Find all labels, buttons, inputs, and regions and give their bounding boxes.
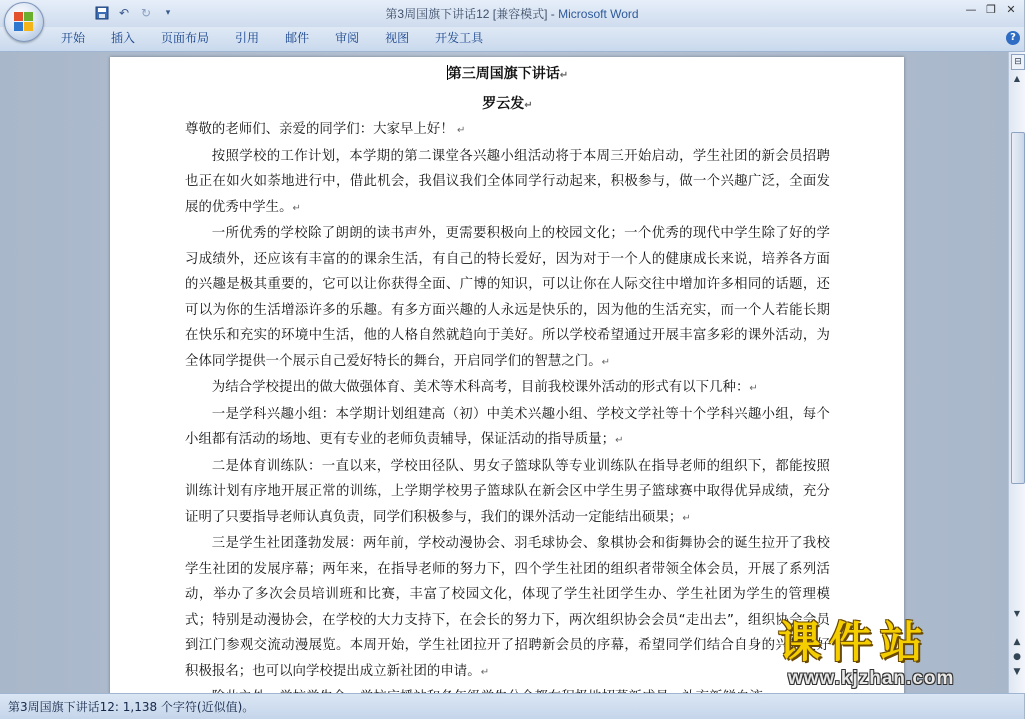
doc-author: 罗云发↵	[482, 96, 533, 112]
window-controls	[962, 2, 1020, 18]
tab-mailings[interactable]: 邮件	[285, 31, 310, 45]
tab-developer[interactable]: 开发工具	[435, 31, 484, 45]
redo-icon[interactable]: ↻	[140, 6, 152, 20]
previous-page-icon[interactable]: ▲	[1013, 637, 1021, 647]
window-title	[0, 5, 1024, 22]
status-word-count[interactable]: 第3周国旗下讲话12: 1,138 个字符(近似值)。	[8, 700, 255, 714]
vertical-scrollbar[interactable]	[1008, 52, 1025, 693]
title-bar	[0, 0, 1024, 28]
minimize-icon[interactable]: —	[965, 3, 977, 16]
document-name: 第3周国旗下讲话12 [兼容模式] -	[385, 7, 559, 21]
paragraph: 三是学生社团蓬勃发展：两年前，学校动漫协会、羽毛球协会、象棋协会和街舞协会的诞生拉开了我校学生社团的发展序幕；两年来，在指导老师的努力下，四个学生社团的组织者带领全体会员，开展了系列活动，举办了多次会员培训班和比赛，丰富了校园文化，体现了学生社团学生办、学生社团为学生的管理模式；特别是动漫协会，在学校的大力支持下，在会长的努力下，两次组织协会会员“走出去”，组织协会会员到江门参观交流动漫展览。本周开始，学生社团拉开了招聘新会员的序幕，希望同学们结合自身的兴趣爱好积极报名；也可以向学校提出成立新社团的申请。↵	[185, 536, 830, 679]
document-workspace	[0, 52, 1008, 693]
paragraph: 尊敬的老师们、亲爱的同学们：大家早上好！ ↵	[185, 122, 466, 137]
office-button[interactable]	[4, 2, 44, 42]
close-icon[interactable]: ✕	[1006, 3, 1016, 16]
app-name: Microsoft Word	[558, 7, 639, 21]
tab-page-layout[interactable]: 页面布局	[161, 31, 210, 45]
help-icon[interactable]: ?	[1006, 31, 1020, 45]
document-content[interactable]	[185, 61, 830, 711]
undo-icon[interactable]: ↶	[118, 6, 130, 20]
doc-title: 第三周国旗下讲话↵	[447, 66, 569, 82]
watermark-main-text: 课件站	[778, 618, 931, 668]
paragraph: 按照学校的工作计划，本学期的第二课堂各兴趣小组活动将于本周三开始启动，学生社团的新会员招聘也正在如火如荼地进行中，借此机会，我倡议我们全体同学行动起来，积极参与，做一个兴趣广泛，全面发展的优秀中学生。↵	[185, 148, 830, 215]
tab-review[interactable]: 审阅	[335, 31, 360, 45]
watermark-url: www.kjzhan.com	[788, 668, 955, 689]
tab-home[interactable]: 开始	[61, 31, 86, 45]
ribbon	[0, 27, 1024, 52]
paragraph: 二是体育训练队：一直以来，学校田径队、男女子篮球队等专业训练队在指导老师的组织下，都能按照训练计划有序地开展正常的训练，上学期学校男子篮球队在新会区中学生男子篮球赛中取得优异成绩，充分证明了只要指导老师认真负责，同学们积极参与，我们的课外活动一定能结出硕果；↵	[185, 458, 830, 525]
tab-insert[interactable]: 插入	[111, 31, 136, 45]
customize-icon[interactable]: ▾	[165, 8, 171, 18]
watermark-logo	[768, 618, 1018, 690]
view-ruler-icon[interactable]: ⊟	[1011, 54, 1025, 70]
paragraph: 一是学科兴趣小组：本学期计划组建高（初）中美术兴趣小组、学校文学社等十个学科兴趣小组，每个小组都有活动的场地、更有专业的老师负责辅导，保证活动的指导质量；↵	[185, 406, 830, 447]
scroll-down-icon[interactable]: ▼	[1013, 609, 1021, 618]
tab-references[interactable]: 引用	[235, 31, 260, 45]
next-page-icon[interactable]: ▼	[1013, 667, 1021, 677]
status-bar	[0, 693, 1024, 719]
scroll-up-icon[interactable]: ▲	[1013, 74, 1021, 83]
browse-object-icon[interactable]: ●	[1013, 652, 1021, 662]
paragraph: 为结合学校提出的做大做强体育、美术等术科高考，目前我校课外活动的形式有以下几种：↵	[211, 380, 758, 395]
restore-icon[interactable]: ❐	[986, 3, 996, 16]
office-logo-icon	[14, 12, 34, 32]
paragraph: 一所优秀的学校除了朗朗的读书声外，更需要积极向上的校园文化；一个优秀的现代中学生除了好的学习成绩外，还应该有丰富的的课余生活，有自己的特长爱好，因为对于一个人的健康成长来说，培养各方面的兴趣是极其重要的，它可以让你获得全面、广博的知识，可以让你在人际交往中增加许多相同的话题，还可以为你的生活增添许多的乐趣。有多方面兴趣的人永远是快乐的，因为他的生活充实，而一个人若能长期在快乐和充实的环境中生活，他的人格自然就趋向于美好。所以学校希望通过开展丰富多彩的课外活动，为全体同学提供一个展示自己爱好特长的舞台，开启同学们的智慧之门。↵	[185, 226, 830, 369]
tab-view[interactable]: 视图	[385, 31, 410, 45]
ribbon-tabs	[48, 27, 496, 51]
scroll-thumb[interactable]	[1011, 132, 1025, 484]
